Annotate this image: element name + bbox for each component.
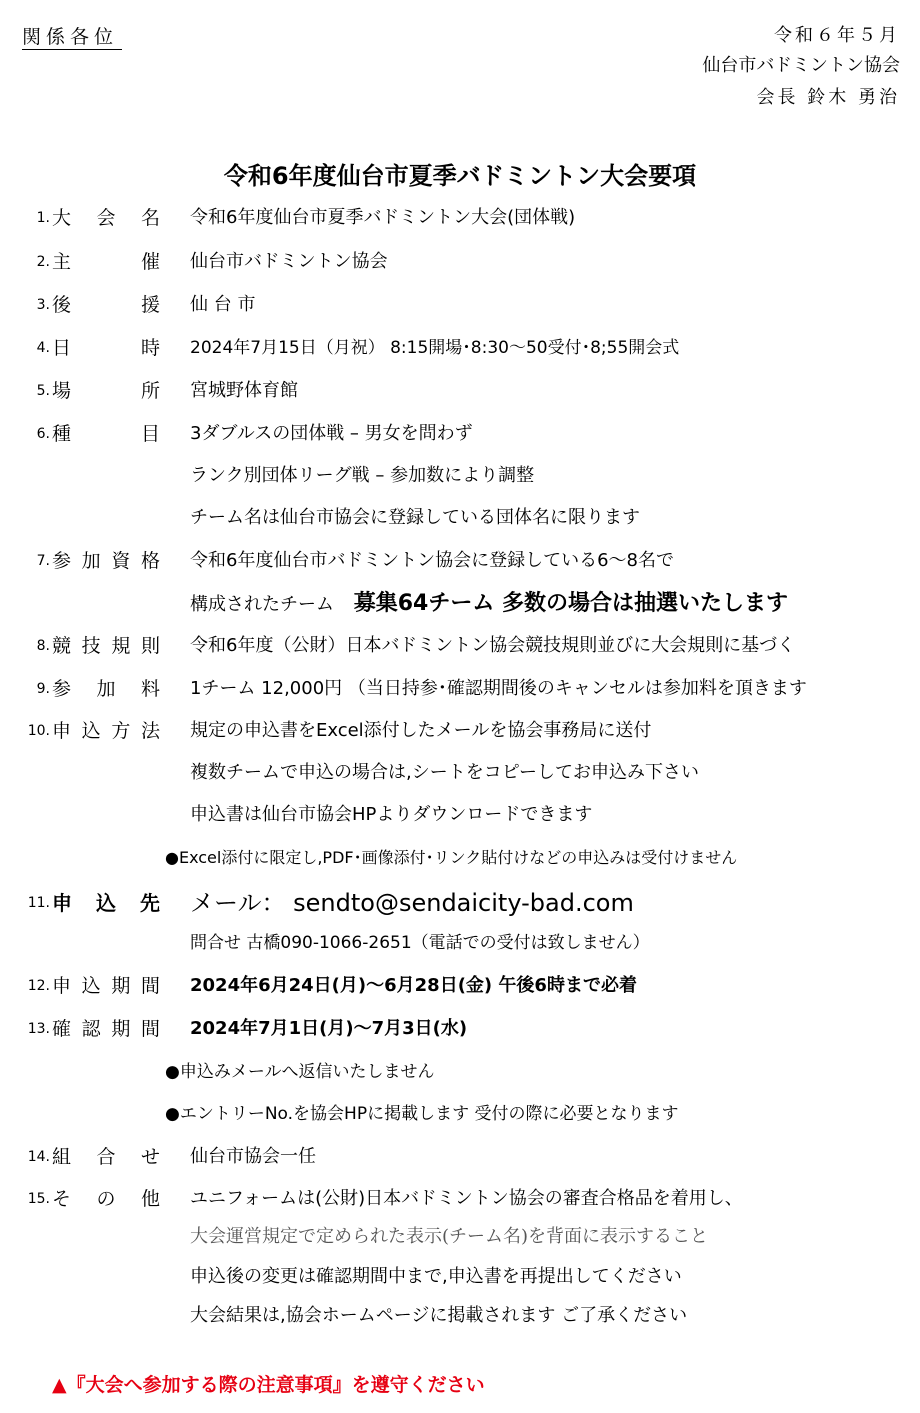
footer-notice: ▲『大会へ参加する際の注意事項』を遵守ください	[52, 1374, 485, 1396]
item-value: 申込後の変更は確認期間中まで,申込書を再提出してください	[190, 1266, 682, 1287]
item-label: 参 加 資 格	[52, 550, 160, 572]
item-value: 1チーム 12,000円 （当日持参･確認期間後のキャンセルは参加料を頂きます	[190, 678, 807, 699]
item-note	[0, 1099, 920, 1129]
item-other	[0, 1184, 920, 1214]
item-number: 11.	[27, 895, 50, 911]
item-organizer	[0, 247, 920, 277]
item-event-type	[0, 419, 920, 449]
organization: 仙台市バドミントン協会	[702, 55, 900, 76]
item-number: 5.	[36, 383, 50, 399]
eligibility-prefix: 構成されたチーム	[190, 594, 334, 615]
item-label: 大 会 名	[52, 207, 160, 229]
item-number: 3.	[36, 297, 50, 313]
item-value: ユニフォームは(公財)日本バドミントン協会の審査合格品を着用し、	[190, 1188, 743, 1209]
item-number: 10.	[27, 723, 50, 739]
item-note	[0, 843, 920, 873]
item-value: 複数チームで申込の場合は,シートをコピーしてお申込み下さい	[190, 762, 699, 783]
item-value: 仙台市協会一任	[190, 1146, 316, 1167]
item-value: 令和6年度仙台市バドミントン協会に登録している6～8名で	[190, 550, 674, 571]
item-label: 確 認 期 間	[52, 1018, 160, 1040]
addressee: 関係各位	[22, 26, 122, 50]
item-label: 主 催	[52, 251, 160, 273]
item-label: 組 合 せ	[52, 1146, 160, 1168]
item-number: 9.	[36, 681, 50, 697]
page-title: 令和6年度仙台市夏季バドミントン大会要項	[223, 162, 697, 190]
item-label: 日 時	[52, 337, 160, 359]
item-value: 令和6年度仙台市夏季バドミントン大会(団体戦)	[190, 207, 576, 228]
item-number: 1.	[36, 210, 50, 226]
item-value: 大会運営規定で定められた表示(チーム名)を背面に表示すること	[190, 1226, 709, 1247]
item-label: 種 目	[52, 423, 160, 445]
item-label: そ の 他	[52, 1188, 160, 1210]
item-venue	[0, 376, 920, 406]
item-label: 場 所	[52, 380, 160, 402]
item-continuation	[0, 1301, 920, 1331]
item-label: 申 込 期 間	[52, 975, 160, 997]
contact-email: メール： sendto@sendaicity-bad.com	[190, 889, 634, 917]
item-application-method	[0, 716, 920, 746]
item-value: 宮城野体育館	[190, 380, 298, 401]
item-value: チーム名は仙台市協会に登録している団体名に限ります	[190, 507, 640, 528]
item-value: 3ダブルスの団体戦 – 男女を問わず	[190, 423, 473, 444]
item-value	[190, 589, 788, 620]
item-number: 4.	[36, 340, 50, 356]
bullet-note: ●申込みメールへ返信いたしません	[165, 1062, 435, 1082]
president: 会長 鈴木 勇治	[756, 87, 900, 108]
item-datetime	[0, 333, 920, 363]
item-number: 2.	[36, 254, 50, 270]
item-confirmation-period	[0, 1014, 920, 1044]
item-application-period	[0, 971, 920, 1001]
item-sponsor	[0, 290, 920, 320]
item-number: 7.	[36, 553, 50, 569]
item-value: 令和6年度（公財）日本バドミントン協会競技規則並びに大会規則に基づく	[190, 635, 796, 656]
item-event-name	[0, 203, 920, 233]
bullet-note: ●エントリーNo.を協会HPに掲載します 受付の際に必要となります	[165, 1104, 679, 1124]
recruitment-emphasis: 募集64チーム 多数の場合は抽選いたします	[353, 591, 789, 616]
item-note	[0, 1057, 920, 1087]
item-value: 規定の申込書をExcel添付したメールを協会事務局に送付	[190, 720, 652, 741]
item-rules	[0, 631, 920, 661]
item-value: ランク別団体リーグ戦 – 参加数により調整	[190, 465, 535, 486]
item-number: 12.	[27, 978, 50, 994]
item-label: 申 込 方 法	[52, 720, 160, 742]
item-fee	[0, 674, 920, 704]
item-value: 2024年6月24日(月)～6月28日(金) 午後6時まで必着	[190, 975, 637, 996]
item-value: 仙台市バドミントン協会	[190, 251, 388, 272]
item-continuation	[0, 758, 920, 788]
item-value: 2024年7月15日（月祝） 8:15開場･8:30～50受付･8;55開会式	[190, 338, 680, 358]
item-continuation	[0, 589, 920, 619]
item-eligibility	[0, 546, 920, 576]
item-label: 後 援	[52, 294, 160, 316]
item-number: 6.	[36, 426, 50, 442]
item-value: 問合せ 古橋090-1066-2651（電話での受付は致しません）	[190, 933, 650, 953]
item-label: 競 技 規 則	[52, 635, 160, 657]
item-number: 13.	[27, 1021, 50, 1037]
item-label: 参 加 料	[52, 678, 160, 700]
item-continuation	[0, 461, 920, 491]
item-continuation	[0, 1222, 920, 1252]
item-number: 8.	[36, 638, 50, 654]
bullet-note: ●Excel添付に限定し,PDF･画像添付･リンク貼付けなどの申込みは受付けません	[165, 848, 738, 867]
item-value: 2024年7月1日(月)～7月3日(水)	[190, 1018, 468, 1039]
item-number: 14.	[27, 1149, 50, 1165]
date: 令和６年５月	[774, 25, 900, 46]
item-draw	[0, 1142, 920, 1172]
item-continuation	[0, 1262, 920, 1292]
item-continuation	[0, 928, 920, 958]
item-label: 申 込 先	[52, 891, 160, 915]
item-value: 仙 台 市	[190, 294, 256, 315]
item-continuation	[0, 503, 920, 533]
item-value: 大会結果は,協会ホームページに掲載されます ご了承ください	[190, 1305, 688, 1326]
item-value: 申込書は仙台市協会HPよりダウンロードできます	[190, 804, 593, 825]
item-number: 15.	[27, 1191, 50, 1207]
item-contact	[0, 886, 920, 922]
item-continuation	[0, 800, 920, 830]
